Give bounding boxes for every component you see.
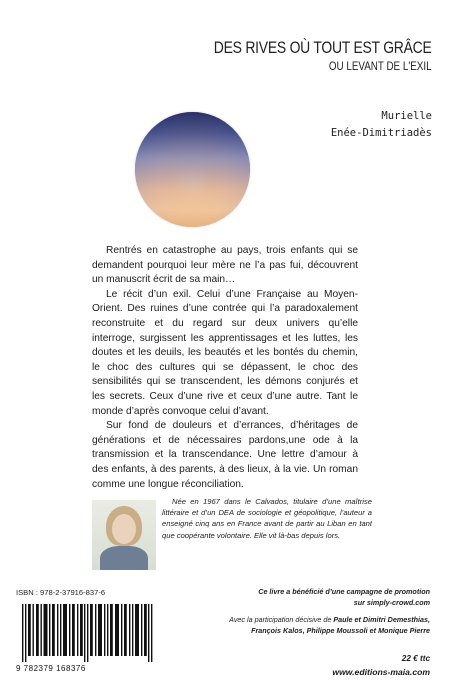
- author-bio: [162, 496, 372, 541]
- blurb-paragraph: Rentrés en catastrophe au pays, trois enfants qui se demandent pourquoi leur mère ne l’a pas fui, découvrent un manuscrit écrit de sa main…: [92, 245, 358, 286]
- back-cover-blurb: [92, 244, 358, 492]
- blurb-paragraph: Le récit d’un exil. Celui d’une Française au Moyen-Orient. Des ruines d’une contrée qui l’a paradoxalement reconstruite et du regard sur deux univers qu’elle interroge, surgissent les apprentissages et les luttes, les doutes et les deuils, les beautés et les bontés du chemin, le choc des cultures qui se dépassent, le choc des sensibilités qui se transcendent, les démons conjurés et les secrets. Ceux d’une rive et ceux d’une autre. Tant le monde d’après convoque celui d’avant.: [92, 288, 358, 417]
- book-title: DES RIVES OÙ TOUT EST GRÂCE: [214, 38, 432, 57]
- barcode-icon: [16, 604, 156, 662]
- promo-line-2-prefix: sur: [353, 598, 367, 607]
- book-subtitle: OU LEVANT DE L'EXIL: [329, 59, 432, 73]
- promo-line-1: Ce livre a bénéficié d’une campagne de promotion: [258, 587, 430, 596]
- participants-1: Paule et Dimitri Demesthias,: [333, 615, 430, 624]
- promo-site: simply-crowd.com: [366, 598, 430, 607]
- author-first-name: Murielle: [381, 110, 432, 122]
- promotion-notice: [180, 586, 430, 636]
- author-bio-text: Née en 1967 dans le Calvados, titulaire d’une maîtrise littéraire et d’un DEA de sociologie et géopolitique, l’auteur a enseigné cinq ans en France avant de partir au Liban en tant que coopérante volontaire. Elle vit là-bas depuis lors.: [162, 497, 372, 540]
- price: 22 € ttc: [401, 654, 430, 663]
- participation-prefix: Avec la participation décisive de: [229, 615, 334, 624]
- author-name: [331, 108, 432, 142]
- author-last-name: Enée-Dimitriadès: [330, 127, 432, 139]
- book-title-block: [166, 38, 432, 73]
- blurb-paragraph: Sur fond de douleurs et d’errances, d’héritages de générations et de nécessaires pardons,une ode à la transmission et la transcendance. Une lettre d’amour à des enfants, à des parents, à des lieux, à la vie. Un roman comme une longue réconciliation.: [92, 420, 358, 490]
- barcode-number: 9 782379 168376: [16, 664, 86, 673]
- participants-2: François Kalos, Philippe Moussoli et Monique Pierre: [251, 626, 430, 635]
- gradient-orb-illustration: [135, 112, 250, 227]
- isbn: ISBN : 978-2-37916-837-6: [16, 588, 106, 597]
- publisher-website: www.editions-maia.com: [332, 667, 430, 677]
- author-photo: [92, 500, 156, 570]
